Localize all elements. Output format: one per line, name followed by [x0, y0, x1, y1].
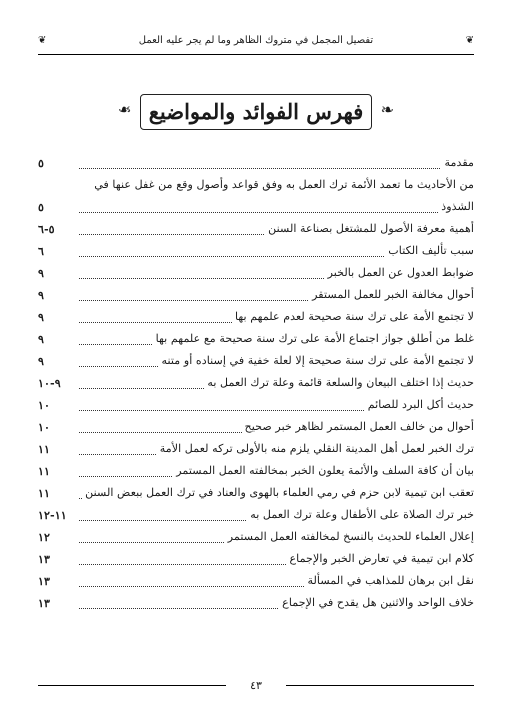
toc-entry — [38, 570, 474, 592]
toc-entry-text: حديث إذا اختلف البيعان والسلعة قائمة وعلة ترك العمل به — [204, 372, 474, 394]
toc-entry-page: ١١ — [38, 438, 78, 460]
toc-entry — [38, 350, 474, 372]
toc-entry — [38, 284, 474, 306]
toc-entry-text: الشذوذ — [438, 196, 474, 218]
toc-entry-page: ١١-١٢ — [38, 504, 78, 526]
header-ornament-left-icon: ❦ — [38, 35, 47, 46]
toc-entry-text: غلط من أطلق جواز اجتماع الأمة على ترك سنة صحيحة مع علمهم بها — [153, 328, 474, 350]
toc-leader-dots — [68, 168, 474, 169]
toc-entry-text: ضوابط العدول عن العمل بالخبر — [325, 262, 474, 284]
toc-entry-text: نقل ابن برهان للمذاهب في المسألة — [305, 570, 474, 592]
toc-entry — [38, 592, 474, 614]
toc-entry — [38, 416, 474, 438]
toc-entry-page: ١٣ — [38, 548, 78, 570]
toc-entry-text: سبب تأليف الكتاب — [385, 240, 474, 262]
toc-entry-page: ١٣ — [38, 570, 78, 592]
toc-leader-dots — [68, 212, 474, 213]
toc-entry-text: تعقب ابن تيمية لابن حزم في رمي العلماء بالهوى والعناد في ترك العمل ببعض السنن — [82, 482, 474, 504]
toc-entry — [38, 306, 474, 328]
toc-entry — [38, 240, 474, 262]
toc-entry — [38, 218, 474, 240]
toc-entry — [38, 196, 474, 218]
toc-entry-text: أحوال مخالفة الخبر للعمل المستقر — [309, 284, 474, 306]
toc-entry-page: ٩ — [38, 284, 78, 306]
toc-entry-page: ٦ — [38, 240, 78, 262]
toc-entry-text: إعلال العلماء للحديث بالنسخ لمخالفته العمل المستمر — [225, 526, 474, 548]
toc-entry-text: مقدمة — [441, 152, 474, 174]
page-frame — [38, 28, 474, 696]
toc-entry-text: أحوال من خالف العمل المستمر لظاهر خبر صحيح — [242, 416, 474, 438]
toc-entry-page: ١٢ — [38, 526, 78, 548]
page-footer — [38, 676, 474, 696]
toc-entry — [38, 460, 474, 482]
toc-entry — [38, 482, 474, 504]
toc-entry — [38, 328, 474, 350]
toc-entry-text: لا تجتمع الأمة على ترك سنة صحيحة إلا لعلة خفية في إسناده أو متنه — [159, 350, 474, 372]
toc-entry-text: لا تجتمع الأمة على ترك سنة صحيحة لعدم علمهم بها — [232, 306, 474, 328]
toc-entry — [38, 152, 474, 174]
toc-entry — [38, 394, 474, 416]
section-title: فهرس الفوائد والمواضيع — [148, 99, 364, 124]
toc-entry-page: ٥-٦ — [38, 218, 78, 240]
toc-entry-page: ١١ — [38, 482, 78, 504]
toc-entry-page: ١٠ — [38, 416, 78, 438]
toc-entry-text: خبر ترك الصلاة على الأطفال وعلة ترك العمل به — [247, 504, 474, 526]
title-frame — [140, 94, 372, 130]
toc-entry-text: بيان أن كافة السلف والأئمة يعلون الخبر بمخالفته العمل المستمر — [173, 460, 474, 482]
toc-entry-page: ٥ — [38, 152, 78, 174]
toc-entry-text: خلاف الواحد والاثنين هل يقدح في الإجماع — [279, 592, 474, 614]
toc-entry-page: ٩ — [38, 350, 78, 372]
toc-entry-text: من الأحاديث ما تعمد الأئمة ترك العمل به وفق قواعد وأصول وقع من غفل عنها في — [91, 174, 474, 196]
toc-entry-text: أهمية معرفة الأصول للمشتغل بصناعة السنن — [265, 218, 474, 240]
header-rule — [38, 54, 474, 55]
toc-entry-page: ٩ — [38, 328, 78, 350]
toc-entry-text: ترك الخبر لعمل أهل المدينة النقلي يلزم منه بالأولى تركه لعمل الأمة — [157, 438, 474, 460]
page-number: ٤٣ — [226, 676, 286, 696]
toc-list — [38, 152, 474, 614]
toc-entry — [38, 372, 474, 394]
title-ornament-right-icon: ❧ — [380, 100, 394, 119]
toc-entry-text: كلام ابن تيمية في تعارض الخبر والإجماع — [286, 548, 474, 570]
toc-entry-page: ٩ — [38, 306, 78, 328]
running-header — [38, 28, 474, 54]
toc-entry — [38, 548, 474, 570]
toc-entry-page: ٩-١٠ — [38, 372, 78, 394]
title-ornament-left-icon: ❧ — [118, 100, 132, 119]
toc-entry — [38, 504, 474, 526]
toc-entry — [38, 526, 474, 548]
toc-entry-page: ١١ — [38, 460, 78, 482]
toc-entry-text: حديث أكل البرد للصائم — [365, 394, 474, 416]
toc-entry-page: ٥ — [38, 196, 78, 218]
toc-entry — [38, 174, 474, 196]
toc-entry-page: ١٣ — [38, 592, 78, 614]
header-ornament-right-icon: ❦ — [465, 35, 474, 46]
section-title-block — [118, 90, 394, 136]
toc-entry — [38, 262, 474, 284]
toc-entry-page: ٩ — [38, 262, 78, 284]
toc-entry-page: ١٠ — [38, 394, 78, 416]
running-header-text: تفصيل المجمل في متروك الظاهر وما لم يجر عليه العمل — [138, 35, 374, 46]
toc-entry — [38, 438, 474, 460]
